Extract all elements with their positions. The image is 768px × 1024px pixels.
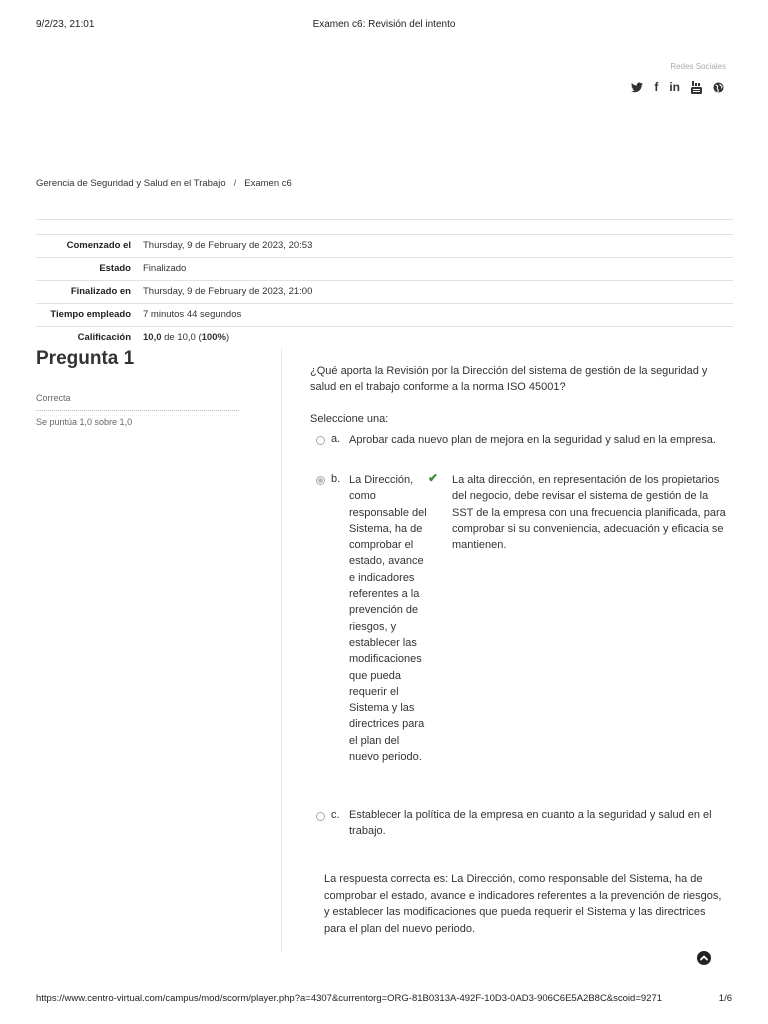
answer-prompt: Seleccione una: (310, 413, 389, 425)
attempt-summary-table (36, 234, 733, 349)
option-a-radio[interactable] (316, 436, 325, 445)
summary-row (36, 235, 733, 258)
question-text: ¿Qué aporta la Revisión por la Dirección del sistema de gestión de la seguridad y salud en el trabajo conforme a la norma ISO 45001? (310, 365, 708, 393)
print-page-number: 1/6 (718, 993, 732, 1004)
grade-score: 10,0 (143, 332, 162, 343)
breadcrumb-item-exam[interactable]: Examen c6 (244, 178, 292, 189)
question-state: Correcta (36, 393, 71, 403)
option-c-text[interactable]: Establecer la política de la empresa en cuanto a la seguridad y salud en el trabajo. (349, 809, 712, 838)
summary-value: 7 minutos 44 segundos (143, 309, 242, 320)
summary-label: Estado (99, 263, 131, 274)
print-title: Examen c6: Revisión del intento (312, 19, 456, 30)
divider (36, 410, 239, 411)
grade-of: de 10,0 ( (164, 332, 202, 343)
summary-label: Finalizado en (70, 286, 131, 297)
summary-value-grade (139, 327, 733, 350)
print-url: https://www.centro-virtual.com/campus/mod/scorm/player.php?a=4307&currentorg=ORG-81B0313A-492F-10D3-0AD3-906C6E5A2B8C&scoid=9271 (36, 993, 663, 1004)
social-label: Redes Sociales (670, 62, 726, 71)
scroll-top-button[interactable] (697, 951, 711, 965)
summary-row (36, 304, 733, 327)
breadcrumb-item-course[interactable]: Gerencia de Seguridad y Salud en el Trabajo (36, 178, 226, 189)
option-b-radio[interactable] (316, 476, 325, 485)
summary-value: Thursday, 9 de February de 2023, 20:53 (143, 240, 313, 251)
option-b-text[interactable]: La Dirección, como responsable del Sistema, ha de comprobar el estado, avance e indicadores referentes a la prevención de riesgos, y establecer las modificaciones que pueda requerir el Sistema y las directrices para el plan del nuevo periodo. (349, 474, 427, 764)
breadcrumb-separator: / (233, 178, 237, 189)
youtube-icon[interactable] (691, 81, 702, 94)
summary-label: Calificación (77, 332, 131, 343)
summary-row (36, 258, 733, 281)
option-c-radio[interactable] (316, 812, 325, 821)
question-title: Pregunta 1 (36, 348, 135, 369)
twitter-icon[interactable] (631, 82, 643, 93)
summary-value: Thursday, 9 de February de 2023, 21:00 (143, 286, 313, 297)
grade-close: ) (225, 332, 230, 343)
summary-label: Comenzado el (66, 240, 131, 251)
print-date: 9/2/23, 21:01 (36, 19, 95, 30)
option-a-text[interactable]: Aprobar cada nuevo plan de mejora en la seguridad y salud en la empresa. (349, 434, 716, 446)
option-a-letter: a. (331, 433, 341, 445)
linkedin-icon[interactable]: in (669, 80, 680, 94)
summary-row (36, 281, 733, 304)
globe-icon[interactable] (713, 82, 724, 93)
option-b-feedback: La alta dirección, en representación de los propietarios del negocio, debe revisar el sistema de gestión de la SST de la empresa con una frecuencia planificada, para comprobar si su conveniencia, adecuación y eficacia se mantienen. (452, 474, 726, 552)
social-links (631, 80, 724, 94)
chevron-up-icon (697, 951, 711, 965)
correct-check-icon: ✔ (428, 471, 439, 485)
question-grade: Se puntúa 1,0 sobre 1,0 (36, 417, 133, 427)
column-divider (281, 348, 282, 952)
divider (36, 219, 733, 220)
grade-percent: 100% (201, 332, 226, 343)
summary-label: Tiempo empleado (50, 309, 131, 320)
right-answer: La respuesta correcta es: La Dirección, como responsable del Sistema, ha de comprobar el estado, avance e indicadores referentes a la prevención de riesgos, y establecer las modificaciones que pueda requerir el Sistema y las directrices para el plan del nuevo periodo. (324, 873, 722, 935)
option-c-letter: c. (331, 809, 340, 821)
summary-value: Finalizado (143, 263, 187, 274)
breadcrumb (36, 178, 292, 189)
facebook-icon[interactable]: f (654, 80, 659, 94)
option-b-letter: b. (331, 473, 341, 485)
summary-row (36, 327, 733, 350)
